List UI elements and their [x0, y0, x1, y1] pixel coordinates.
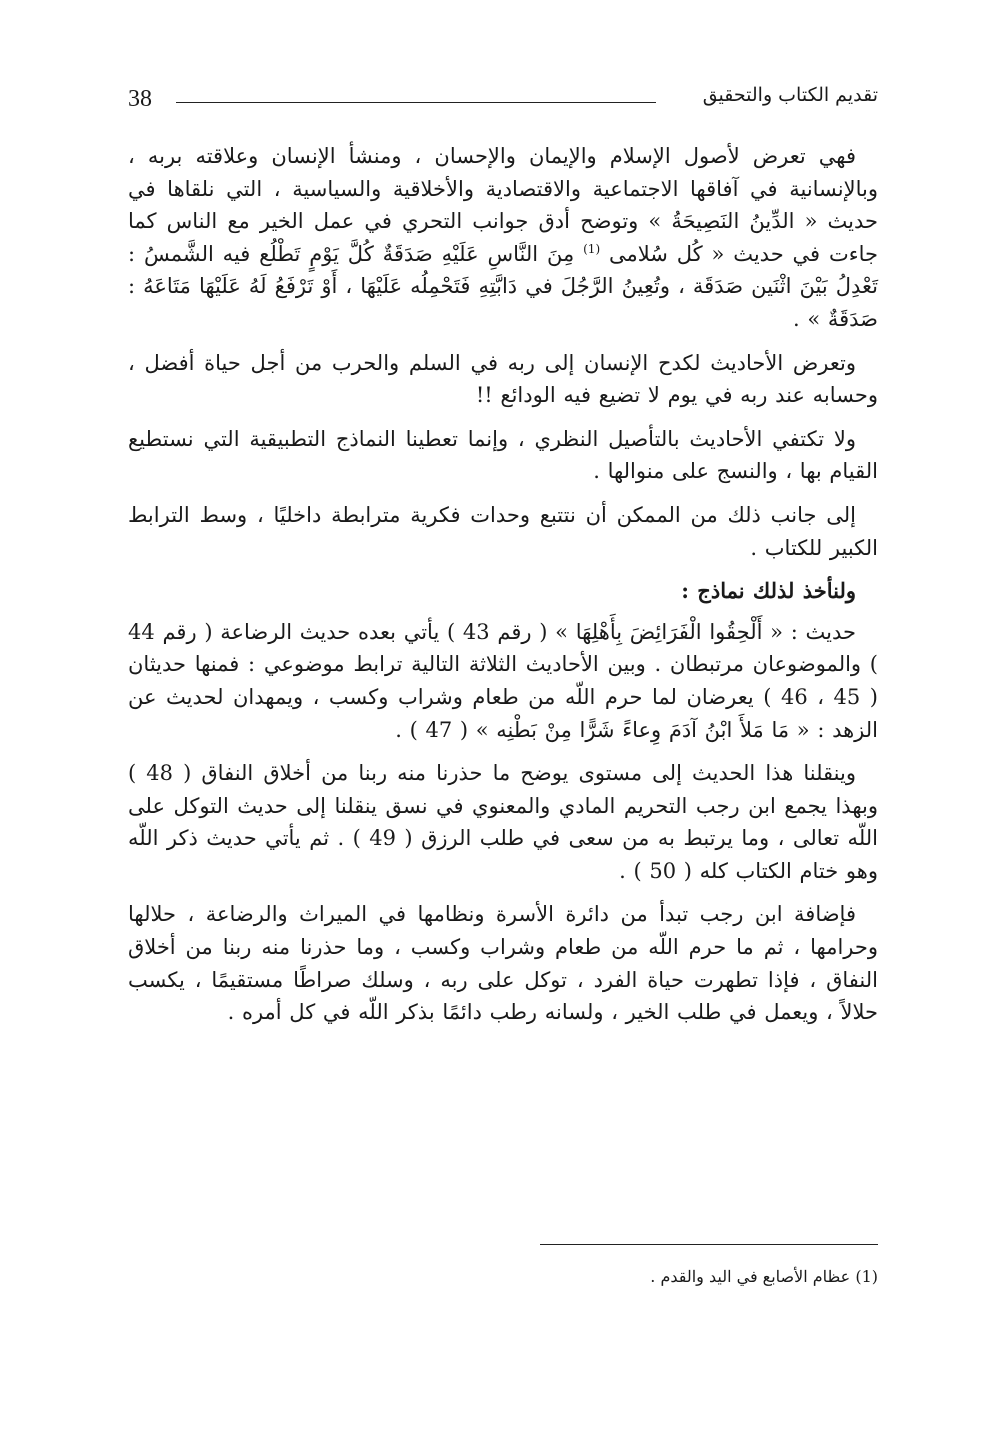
paragraph-6: وينقلنا هذا الحديث إلى مستوى يوضح ما حذرنا منه ربنا من أخلاق النفاق ( 48 ) وبهذا يجمع ابن رجب التحريم المادي والمعنوي في نسق ينقلنا إلى حديث التوكل على اللّه تعالى ، وما يرتبط به من سعى في طلب الرزق ( 49 ) . ثم يأتي حديث ذكر اللّه وهو ختام الكتاب كله ( 50 ) .	[128, 761, 879, 883]
paragraph-2: وتعرض الأحاديث لكدح الإنسان إلى ربه في السلم والحرب من أجل حياة أفضل ، وحسابه عند ربه في يوم لا تضيع فيه الودائع !!	[128, 350, 878, 408]
paragraph-1	[128, 140, 878, 336]
paragraph-4: إلى جانب ذلك من الممكن أن نتتبع وحدات فكرية مترابطة داخليًا ، وسط الترابط الكبير للكتاب .	[128, 502, 878, 560]
footnote-text: عظام الأصابع في اليد والقدم .	[650, 1267, 851, 1286]
paragraph-5: حديث : « أَلْحِقُوا الْفَرَائِضَ بِأَهْلِهَا » ( رقم 43 ) يأتي بعده حديث الرضاعة ( رقم 44 ) والموضوعان مرتبطان . وبين الأحاديث الثلاثة التالية ترابط موضوعي : فمنها حديثان ( 45 ، 46 ) يعرضان لما حرم اللّه من طعام وشراب وكسب ، ويمهدان لحديث عن الزهد : « مَا مَلأَ ابْنُ آدَمَ وِعاءً شَرًّا مِنْ بَطْنِه » ( 47 ) .	[128, 619, 878, 742]
page-number: 38	[128, 86, 152, 112]
page-header	[128, 84, 878, 120]
paragraph-1-text-after-marker: مِنَ النَّاسِ عَلَيْهِ صَدَقَةٌ كُلَّ يَوْمٍ تَطْلُع فيه الشَّمسُ : تَعْدِلُ بَيْنَ اثْنَين صَدَقَة ، وتُعِينُ الرَّجُلَ في دَابَّتِهِ فَتَحْمِلُه عَلَيْهَا ، أَوْ تَرْفَعُ لَهُ عَلَيْهَا مَتَاعَهُ : صَدَقَةٌ » .	[128, 241, 878, 331]
footnote-rule	[540, 1244, 878, 1245]
header-rule	[176, 102, 656, 103]
footnote-reference-marker: (1)	[583, 241, 601, 256]
paragraph-1-text-before-marker: فهي تعرض لأصول الإسلام والإيمان والإحسان ، ومنشأ الإنسان وعلاقته بربه ، وبالإنسانية في آفاقها الاجتماعية والاقتصادية والأخلاقية والسياسية ، التي نلقاها في حديث « الدِّينُ النَصِيحَةُ » وتوضح أدق جوانب التحري في عمل الخير مع الناس كما جاءت في حديث « كُل سُلامى	[128, 144, 878, 266]
paragraph-3: ولا تكتفي الأحاديث بالتأصيل النظري ، وإنما تعطينا النماذج التطبيقية التي نستطيع القيام بها ، والنسج على منوالها .	[128, 426, 878, 484]
footnote-marker: (1)	[855, 1267, 878, 1286]
footnote	[128, 1267, 878, 1286]
running-title: تقديم الكتاب والتحقيق	[702, 84, 878, 106]
paragraph-7: فإضافة ابن رجب تبدأ من دائرة الأسرة ونظامها في الميراث والرضاعة ، حلالها وحرامها ، ثم ما حرم اللّه من طعام وشراب وكسب ، وما حذرنا منه ربنا من أخلاق النفاق ، فإذا تطهرت حياة الفرد ، توكل على ربه ، وسلك صراطًا مستقيمًا ، يكسب حلالاً ، ويعمل في طلب الخير ، ولسانه رطب دائمًا بذكر اللّه في كل أمره .	[128, 902, 878, 1025]
body-text	[128, 140, 878, 1040]
section-heading: ولنأخذ لذلك نماذج :	[681, 578, 856, 604]
